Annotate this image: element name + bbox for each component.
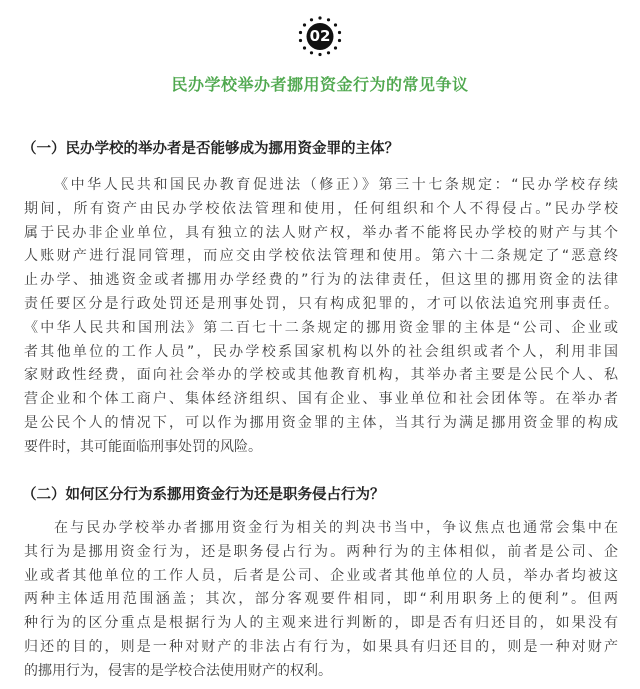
paragraph-line: 在与民办学校举办者挪用资金行为相关的判决书当中，争议焦点也通常会集中在 xyxy=(54,520,618,536)
paragraph-line: 责任要区分是行政处罚还是刑事处罚，只有构成犯罪的，才可以依法追究刑事责任。 xyxy=(24,295,618,312)
paragraph-line: 期间，所有资产由民办学校依法管理和使用，任何组织和个人不得侵占。”民办学校 xyxy=(24,200,618,217)
paragraph-line: 业或者其他单位的工作人员，后者是公司、企业或者其他单位的人员，举办者均被这 xyxy=(24,567,618,584)
section-title: 民办学校举办者挪用资金行为的常见争议 xyxy=(171,75,469,94)
paragraph-line: 种行为的区分重点是根据行为人的主观来进行判断的，即是否有归还目的，如果没有 xyxy=(24,615,618,632)
paragraph-line: 者其他单位的工作人员”，民办学校系国家机构以外的社会组织或者个人，利用非国 xyxy=(24,343,618,360)
paragraph-line: 归还的目的，则是一种对财产的非法占有行为，如果具有归还目的，则是一种对财产 xyxy=(24,638,618,655)
paragraph-line: 止办学、抽逃资金或者挪用办学经费的”行为的法律责任，但这里的挪用资金的法律 xyxy=(24,272,618,289)
paragraph-line: 营企业和个体工商户、集体经济组织、国有企业、事业单位和社会团体等。在举办者 xyxy=(24,391,618,408)
paragraph-line: 其行为是挪用资金行为，还是职务侵占行为。两种行为的主体相似，前者是公司、企 xyxy=(24,543,618,560)
paragraph-line: 是公民个人的情况下，可以作为挪用资金罪的主体，当其行为满足挪用资金罪的构成 xyxy=(24,414,618,431)
paragraph-line: 人账财产进行混同管理，而应交由学校依法管理和使用。第六十二条规定了“恶意终 xyxy=(24,248,618,265)
paragraph-line: 要件时，其可能面临刑事处罚的风险。 xyxy=(24,438,262,455)
subsection-paragraph-2 xyxy=(24,517,618,684)
paragraph-line: 《中华人民共和国民办教育促进法（修正）》第三十七条规定：“民办学校存续 xyxy=(54,177,618,193)
section-number: 02 xyxy=(309,27,331,45)
section-number-badge xyxy=(0,14,640,58)
paragraph-line: 家财政性经费，面向社会举办的学校或其他教育机构，其举办者主要是公民个人、私 xyxy=(24,367,618,384)
subsection-heading-2: （二）如何区分行为系挪用资金行为还是职务侵占行为？ xyxy=(22,487,385,503)
subsection-heading-1: （一）民办学校的举办者是否能够成为挪用资金罪的主体？ xyxy=(22,141,399,157)
paragraph-line: 属于民办非企业单位，具有独立的法人财产权，举办者不能将民办学校的财产与其个 xyxy=(24,224,618,241)
paragraph-line: 《中华人民共和国刑法》第二百七十二条规定的挪用资金罪的主体是“公司、企业或 xyxy=(24,319,618,336)
paragraph-line: 两种主体适用范围涵盖；其次，部分客观要件相同，即“利用职务上的便利”。但两 xyxy=(24,591,618,608)
subsection-paragraph-1 xyxy=(24,174,618,460)
paragraph-line: 的挪用行为，侵害的是学校合法使用财产的权利。 xyxy=(24,662,332,679)
